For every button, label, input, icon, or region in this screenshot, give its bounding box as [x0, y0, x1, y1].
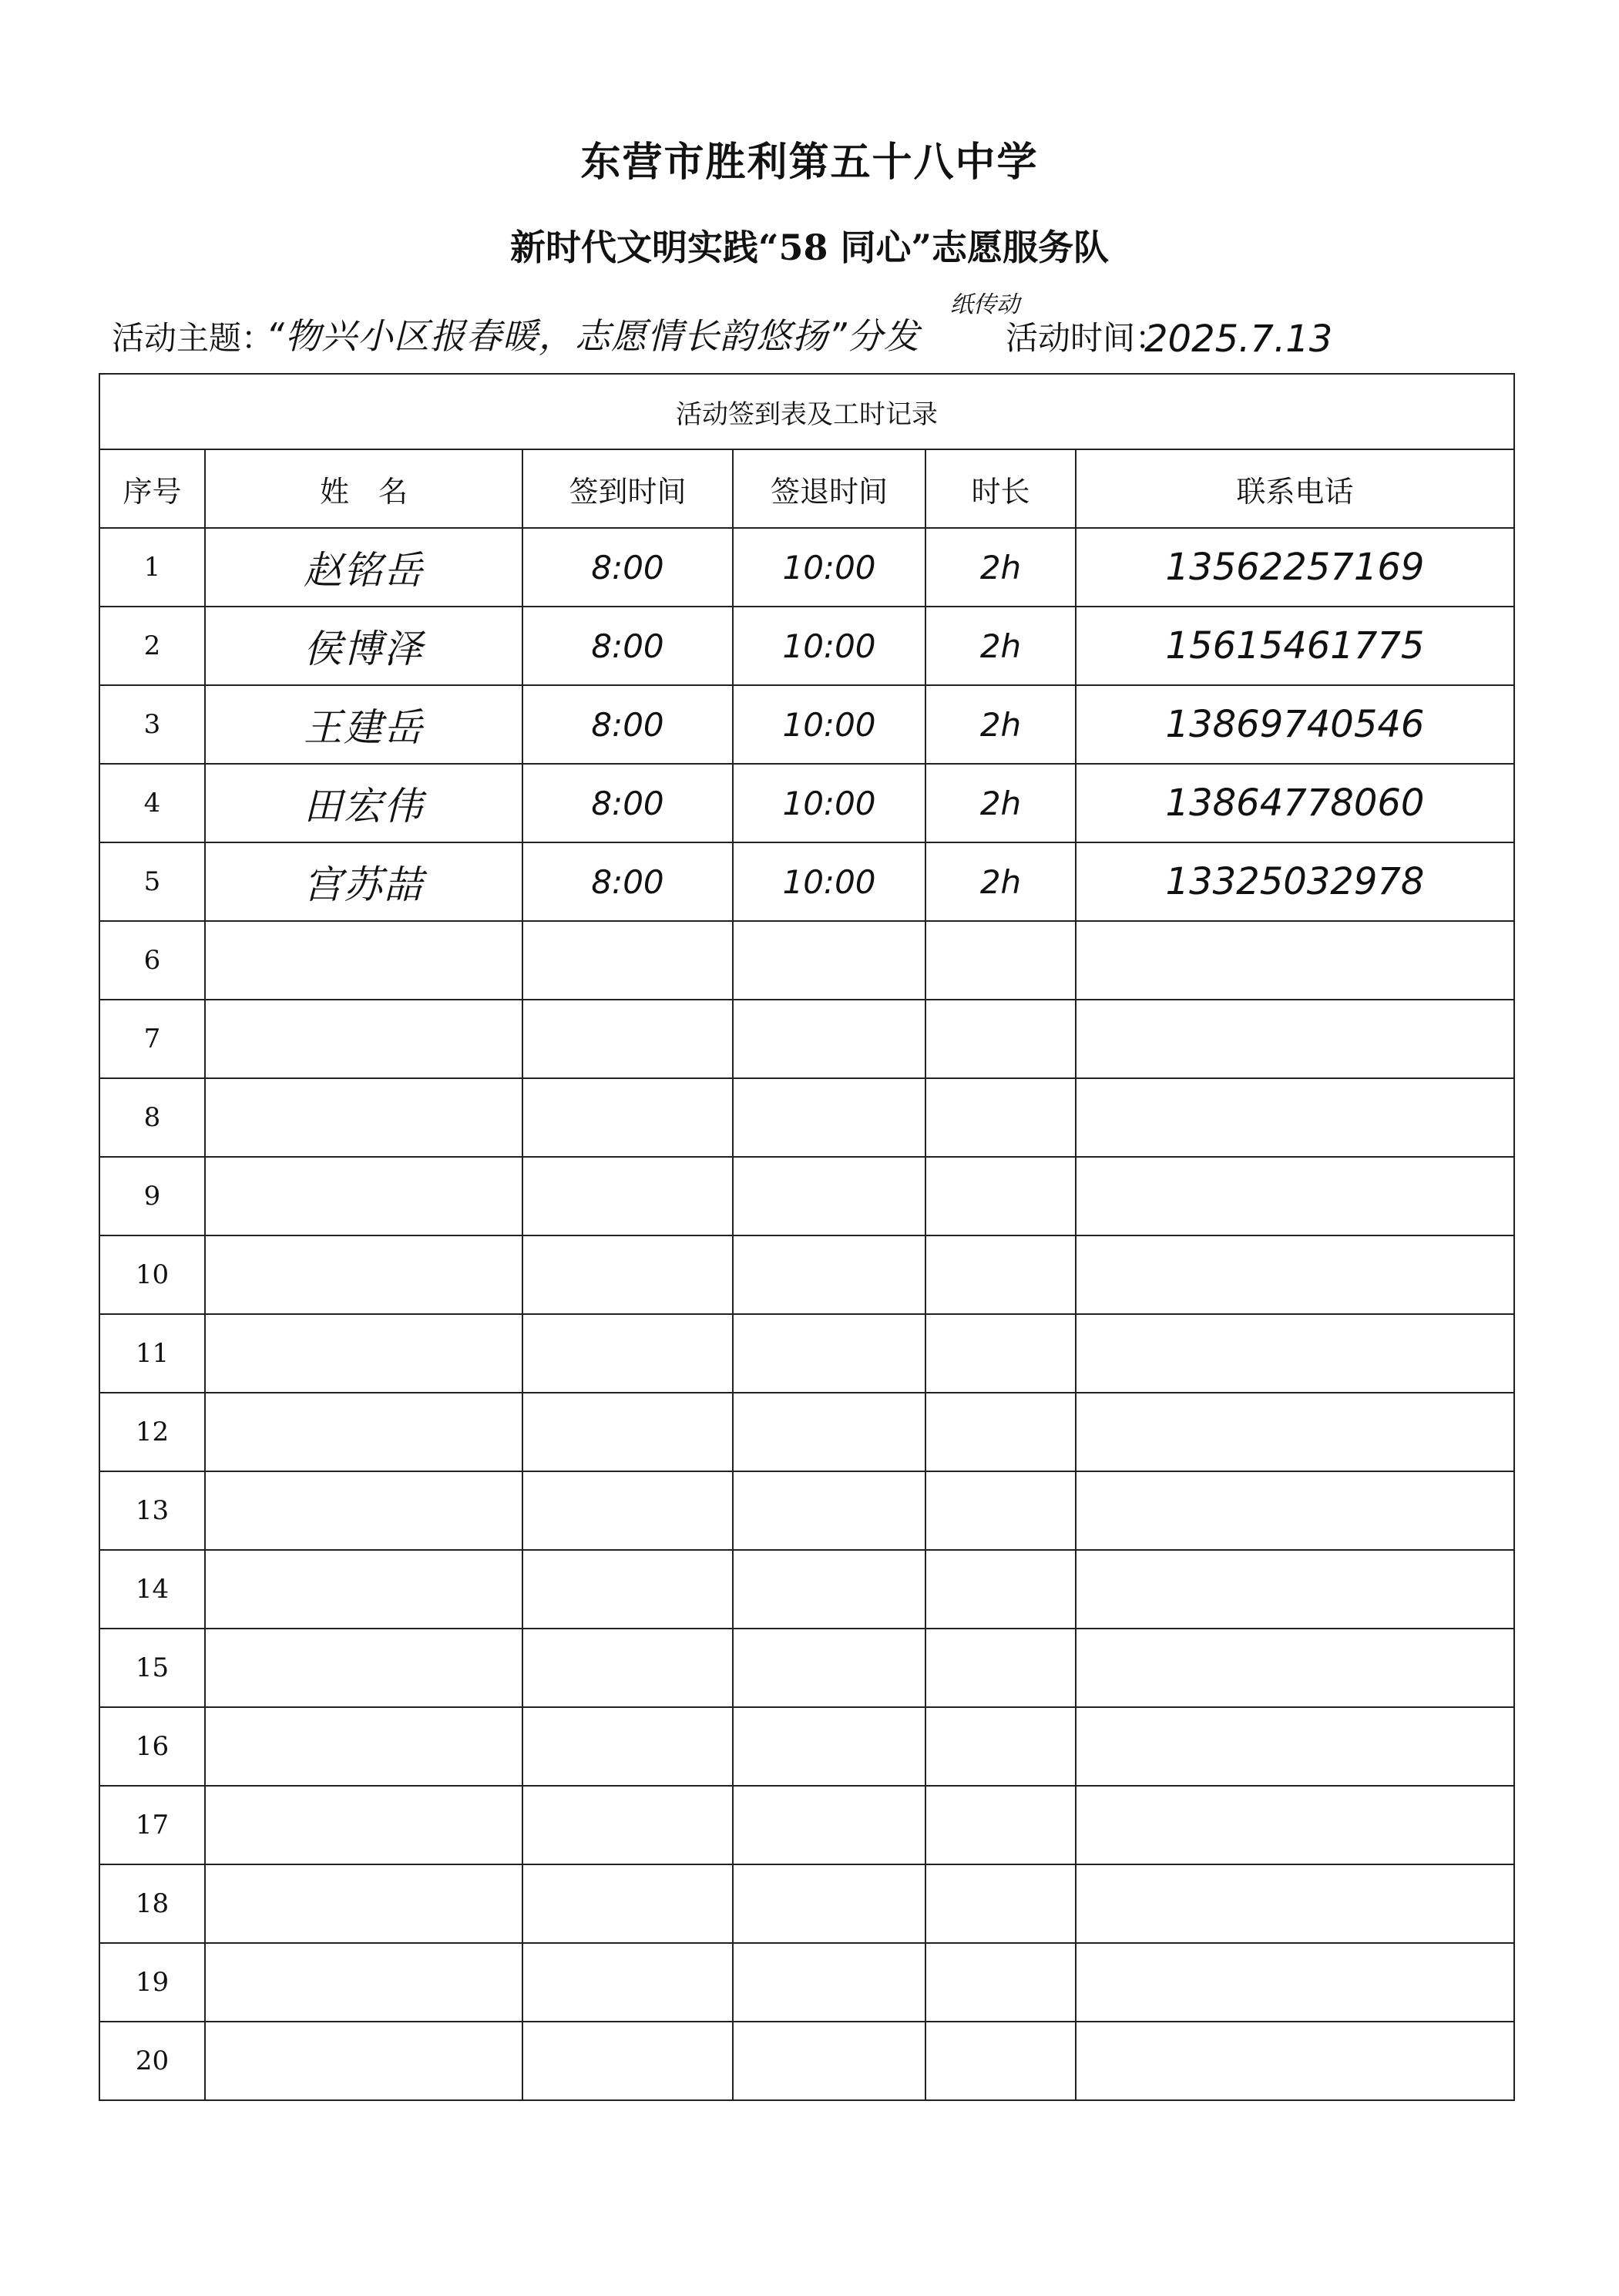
- table-row: [99, 764, 1514, 842]
- cell-checkout: 10:00: [733, 607, 925, 685]
- cell-name: [205, 921, 522, 1000]
- cell-duration: [925, 1393, 1076, 1471]
- cell-name: 王建岳: [205, 685, 522, 764]
- cell-name: 赵铭岳: [205, 528, 522, 607]
- cell-name: [205, 1864, 522, 1943]
- cell-phone: [1076, 1471, 1514, 1550]
- cell-index: 1: [99, 528, 205, 607]
- cell-name: [205, 1707, 522, 1786]
- cell-duration: [925, 2022, 1076, 2100]
- table-caption: 活动签到表及工时记录: [99, 374, 1514, 449]
- cell-name: 侯博泽: [205, 607, 522, 685]
- cell-checkin: [522, 1943, 733, 2022]
- cell-name: [205, 1786, 522, 1864]
- school-title: 东营市胜利第五十八中学: [580, 139, 1039, 186]
- table-row: [99, 1629, 1514, 1707]
- header-duration: 时长: [925, 449, 1076, 528]
- cell-checkin: 8:00: [522, 607, 733, 685]
- cell-index: 17: [99, 1786, 205, 1864]
- cell-checkin: [522, 1235, 733, 1314]
- table-row: [99, 1393, 1514, 1471]
- team-title: 新时代文明实践“58 同心”志愿服务队: [510, 227, 1109, 268]
- cell-checkin: [522, 1707, 733, 1786]
- cell-duration: [925, 1157, 1076, 1235]
- cell-checkout: [733, 2022, 925, 2100]
- cell-checkin: [522, 921, 733, 1000]
- cell-checkin: [522, 1000, 733, 1078]
- header-phone: 联系电话: [1076, 449, 1514, 528]
- cell-checkin: [522, 1550, 733, 1629]
- cell-name: [205, 1000, 522, 1078]
- cell-phone: [1076, 2022, 1514, 2100]
- cell-phone: [1076, 1078, 1514, 1157]
- cell-checkin: [522, 1393, 733, 1471]
- cell-phone: 13325032978: [1076, 842, 1514, 921]
- cell-name: [205, 1629, 522, 1707]
- activity-meta-line: [112, 291, 1576, 362]
- header-index: 序号: [99, 449, 205, 528]
- cell-duration: 2h: [925, 842, 1076, 921]
- cell-index: 12: [99, 1393, 205, 1471]
- cell-name: [205, 1314, 522, 1393]
- cell-checkin: 8:00: [522, 685, 733, 764]
- cell-duration: [925, 1000, 1076, 1078]
- cell-duration: [925, 1786, 1076, 1864]
- cell-name: 田宏伟: [205, 764, 522, 842]
- cell-duration: 2h: [925, 764, 1076, 842]
- header-name: 姓 名: [205, 449, 522, 528]
- table-row: [99, 1078, 1514, 1157]
- cell-index: 20: [99, 2022, 205, 2100]
- cell-index: 19: [99, 1943, 205, 2022]
- cell-checkout: 10:00: [733, 764, 925, 842]
- cell-index: 9: [99, 1157, 205, 1235]
- cell-checkout: 10:00: [733, 528, 925, 607]
- cell-checkin: [522, 1314, 733, 1393]
- cell-checkin: 8:00: [522, 842, 733, 921]
- cell-duration: [925, 1550, 1076, 1629]
- cell-checkin: [522, 1629, 733, 1707]
- cell-index: 13: [99, 1471, 205, 1550]
- cell-checkout: [733, 1314, 925, 1393]
- cell-checkout: [733, 1157, 925, 1235]
- theme-label: 活动主题：: [112, 319, 274, 357]
- cell-checkin: [522, 2022, 733, 2100]
- table-row: [99, 1786, 1514, 1864]
- table-row: [99, 1943, 1514, 2022]
- table-row: [99, 1235, 1514, 1314]
- cell-name: [205, 1157, 522, 1235]
- cell-checkout: 10:00: [733, 685, 925, 764]
- cell-checkout: [733, 1864, 925, 1943]
- cell-phone: 13869740546: [1076, 685, 1514, 764]
- cell-phone: [1076, 1943, 1514, 2022]
- cell-checkout: [733, 1000, 925, 1078]
- cell-checkout: [733, 1707, 925, 1786]
- cell-phone: [1076, 1550, 1514, 1629]
- cell-name: [205, 1471, 522, 1550]
- cell-index: 4: [99, 764, 205, 842]
- cell-duration: [925, 1629, 1076, 1707]
- table-caption-row: [99, 374, 1514, 449]
- cell-name: [205, 1550, 522, 1629]
- cell-phone: [1076, 1235, 1514, 1314]
- table-row: [99, 921, 1514, 1000]
- cell-duration: 2h: [925, 528, 1076, 607]
- cell-name: 宫苏喆: [205, 842, 522, 921]
- cell-name: [205, 1235, 522, 1314]
- cell-checkout: [733, 1786, 925, 1864]
- cell-name: [205, 1393, 522, 1471]
- cell-checkin: [522, 1471, 733, 1550]
- cell-duration: [925, 1078, 1076, 1157]
- table-row: [99, 842, 1514, 921]
- cell-phone: [1076, 1707, 1514, 1786]
- cell-phone: 13864778060: [1076, 764, 1514, 842]
- cell-duration: 2h: [925, 685, 1076, 764]
- cell-index: 3: [99, 685, 205, 764]
- cell-checkin: [522, 1078, 733, 1157]
- time-value-handwritten: 2025.7.13: [1144, 318, 1333, 361]
- cell-checkout: [733, 921, 925, 1000]
- table-row: [99, 1471, 1514, 1550]
- table-row: [99, 607, 1514, 685]
- cell-checkout: [733, 1235, 925, 1314]
- cell-checkin: 8:00: [522, 528, 733, 607]
- cell-index: 11: [99, 1314, 205, 1393]
- cell-phone: [1076, 1393, 1514, 1471]
- cell-index: 14: [99, 1550, 205, 1629]
- table-row: [99, 1550, 1514, 1629]
- cell-phone: [1076, 1629, 1514, 1707]
- table-header-row: [99, 449, 1514, 528]
- cell-index: 8: [99, 1078, 205, 1157]
- header-checkin: 签到时间: [522, 449, 733, 528]
- table-row: [99, 1157, 1514, 1235]
- table-row: [99, 528, 1514, 607]
- table-row: [99, 2022, 1514, 2100]
- cell-checkout: [733, 1629, 925, 1707]
- theme-suffix-handwritten: 纸传动: [950, 291, 1019, 318]
- cell-checkin: [522, 1157, 733, 1235]
- cell-phone: 13562257169: [1076, 528, 1514, 607]
- cell-checkin: [522, 1786, 733, 1864]
- cell-duration: [925, 1314, 1076, 1393]
- cell-checkin: 8:00: [522, 764, 733, 842]
- cell-name: [205, 2022, 522, 2100]
- table-body: [99, 528, 1514, 2100]
- cell-duration: [925, 1707, 1076, 1786]
- cell-duration: [925, 1235, 1076, 1314]
- cell-checkout: [733, 1078, 925, 1157]
- cell-duration: 2h: [925, 607, 1076, 685]
- cell-index: 16: [99, 1707, 205, 1786]
- cell-phone: [1076, 1786, 1514, 1864]
- cell-checkout: 10:00: [733, 842, 925, 921]
- cell-checkout: [733, 1550, 925, 1629]
- cell-duration: [925, 1864, 1076, 1943]
- cell-phone: [1076, 921, 1514, 1000]
- cell-phone: [1076, 1864, 1514, 1943]
- table-row: [99, 1707, 1514, 1786]
- cell-phone: [1076, 1000, 1514, 1078]
- table-row: [99, 1314, 1514, 1393]
- cell-index: 15: [99, 1629, 205, 1707]
- table-row: [99, 685, 1514, 764]
- cell-index: 18: [99, 1864, 205, 1943]
- cell-checkin: [522, 1864, 733, 1943]
- cell-name: [205, 1943, 522, 2022]
- cell-name: [205, 1078, 522, 1157]
- cell-index: 2: [99, 607, 205, 685]
- cell-checkout: [733, 1471, 925, 1550]
- cell-duration: [925, 1471, 1076, 1550]
- cell-phone: [1076, 1157, 1514, 1235]
- header-checkout: 签退时间: [733, 449, 925, 528]
- time-label: 活动时间：: [1006, 319, 1168, 357]
- table-row: [99, 1000, 1514, 1078]
- cell-duration: [925, 1943, 1076, 2022]
- cell-phone: 15615461775: [1076, 607, 1514, 685]
- cell-checkout: [733, 1943, 925, 2022]
- cell-phone: [1076, 1314, 1514, 1393]
- cell-duration: [925, 921, 1076, 1000]
- cell-index: 6: [99, 921, 205, 1000]
- theme-value-handwritten: “物兴小区报春暖，志愿情长韵悠扬”分发: [266, 315, 920, 357]
- cell-checkout: [733, 1393, 925, 1471]
- cell-index: 5: [99, 842, 205, 921]
- signin-table: [99, 373, 1515, 2101]
- cell-index: 10: [99, 1235, 205, 1314]
- table-row: [99, 1864, 1514, 1943]
- cell-index: 7: [99, 1000, 205, 1078]
